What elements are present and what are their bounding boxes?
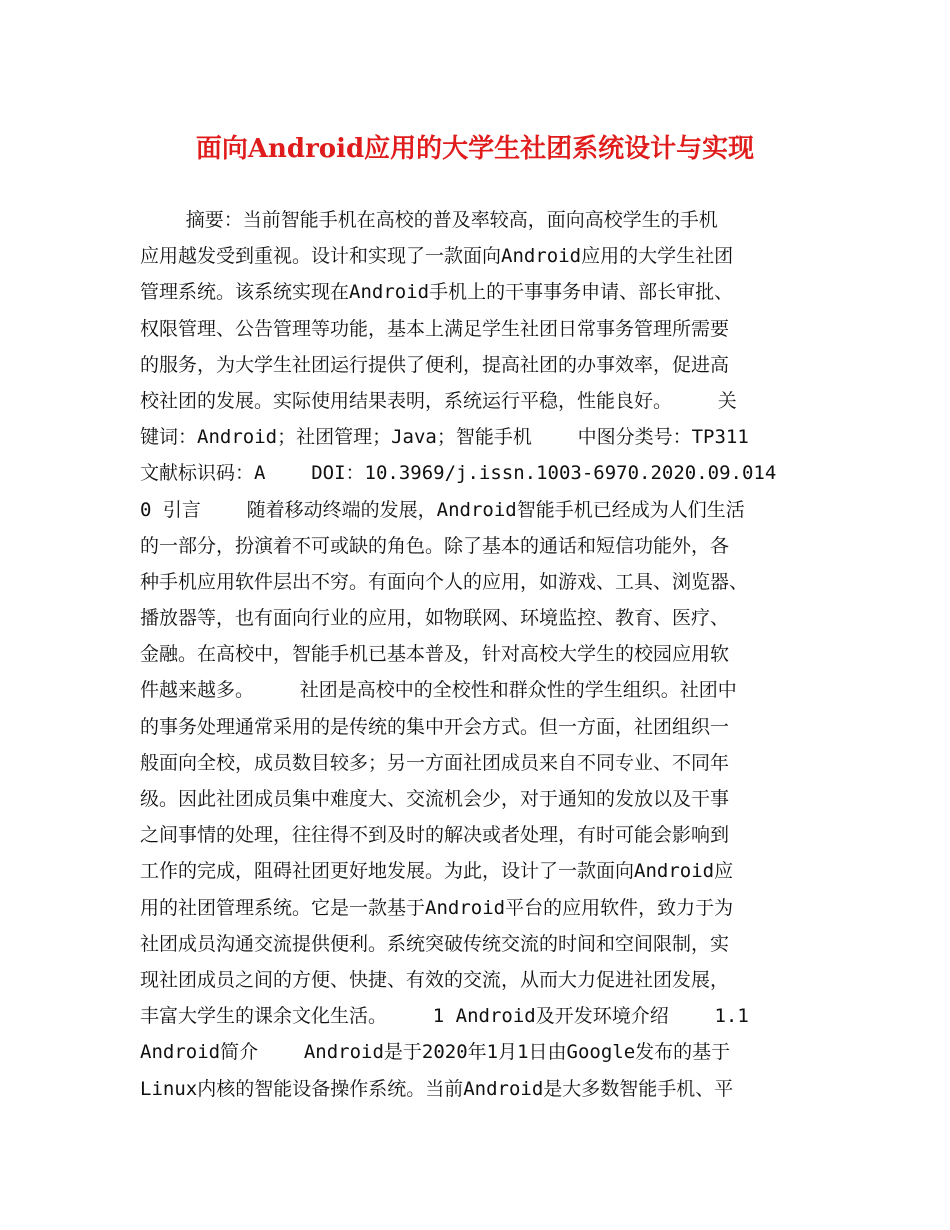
body-line: 般面向全校，成员数目较多；另一方面社团成员来自不同专业、不同年 [140,751,730,774]
body-line: Linux内核的智能设备操作系统。当前Android是大多数智能手机、平 [140,1077,734,1100]
body-line: 播放器等，也有面向行业的应用，如物联网、环境监控、教育、医疗、 [140,607,730,630]
body-line: 之间事情的处理，往往得不到及时的解决或者处理，有时可能会影响到 [140,824,730,847]
body-line: 种手机应用软件层出不穷。有面向个人的应用，如游戏、工具、浏览器、 [140,570,749,593]
body-line: 件越来越多。 社团是高校中的全校性和群众性的学生组织。社团中 [140,679,737,702]
body-line: 文献标识码：A DOI：10.3969/j.issn.1003-6970.2020.09.014 [140,462,777,485]
body-line: 的一部分，扮演着不可或缺的角色。除了基本的通话和短信功能外，各 [140,534,730,557]
body-line: 级。因此社团成员集中难度大、交流机会少，对于通知的发放以及干事 [140,788,730,810]
body-line: 键词：Android；社团管理；Java；智能手机 中图分类号：TP311 [140,426,749,449]
body-line: 丰富大学生的课余文化生活。 1 Android及开发环境介绍 1.1 [140,1005,749,1028]
body-line: 校社团的发展。实际使用结果表明，系统运行平稳，性能良好。 关 [140,389,737,412]
body-line: 的事务处理通常采用的是传统的集中开会方式。但一方面，社团组织一 [140,715,730,738]
document-title: 面向Android应用的大学生社团系统设计与实现 [195,134,755,164]
body-line: 社团成员沟通交流提供便利。系统突破传统交流的时间和空间限制，实 [140,932,730,955]
body-line: Android简介 Android是于2020年1月1日由Google发布的基于 [140,1041,731,1064]
body-line: 0 引言 随着移动终端的发展，Android智能手机已经成为人们生活 [140,498,745,521]
body-line: 用的社团管理系统。它是一款基于Android平台的应用软件，致力于为 [140,896,734,919]
body-line: 应用越发受到重视。设计和实现了一款面向Android应用的大学生社团 [140,245,734,268]
body-line: 工作的完成，阻碍社团更好地发展。为此，设计了一款面向Android应 [140,860,734,883]
body-line: 金融。在高校中，智能手机已基本普及，针对高校大学生的校园应用软 [140,643,730,666]
body-line: 的服务，为大学生社团运行提供了便利，提高社团的办事效率，促进高 [140,353,730,376]
body-line: 现社团成员之间的方便、快捷、有效的交流，从而大力促进社团发展， [140,968,730,991]
body-line: 摘要：当前智能手机在高校的普及率较高，面向高校学生的手机 [140,209,718,231]
body-line: 管理系统。该系统实现在Android手机上的干事事务申请、部长审批、 [140,281,734,304]
body-line: 权限管理、公告管理等功能，基本上满足学生社团日常事务管理所需要 [140,317,730,340]
document-body [140,202,820,1107]
